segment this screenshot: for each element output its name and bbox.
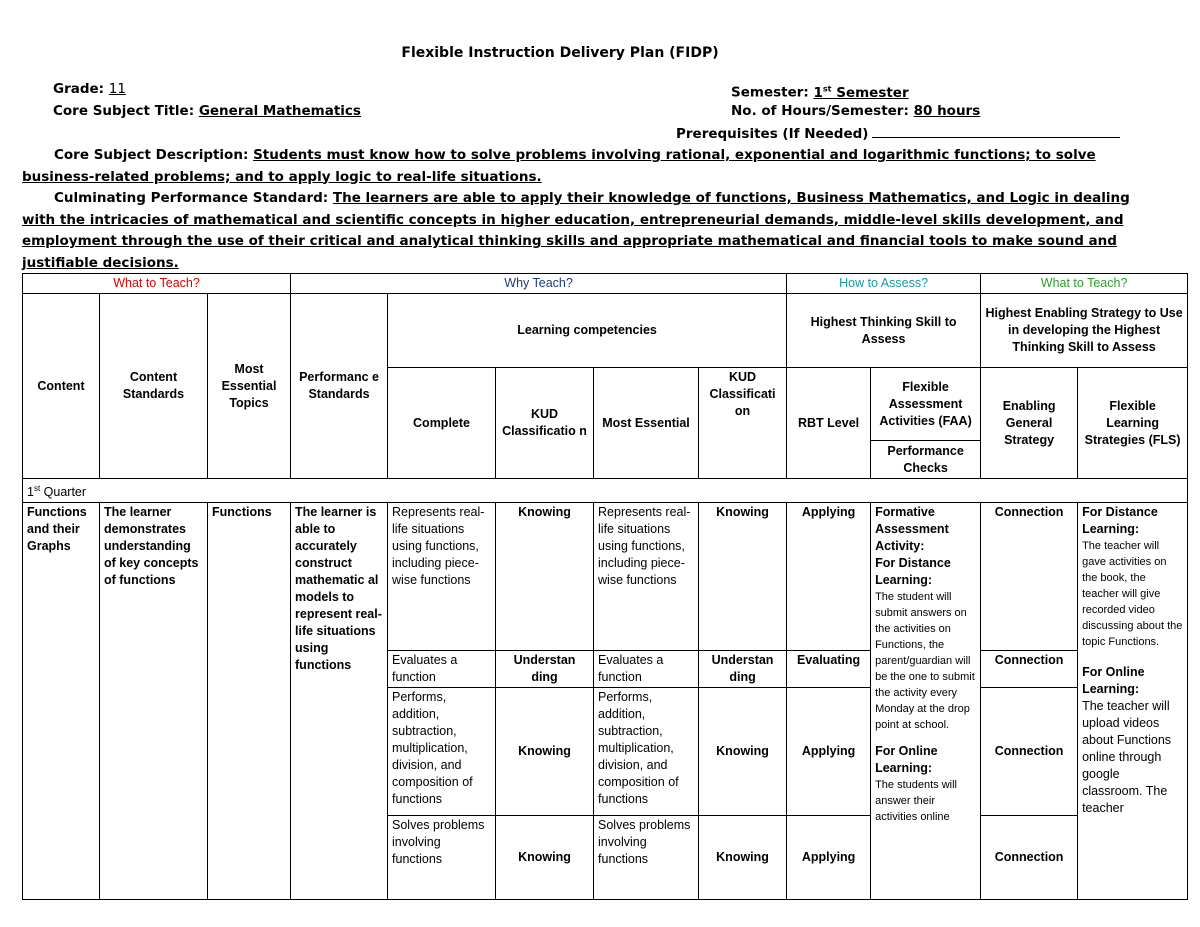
kud-cell-2: Knowing — [699, 688, 787, 816]
essential-cell: Solves problems involving functions — [594, 816, 699, 900]
description-text: Students must know how to solve problems involving rational, exponential and logarithmic functions; to solve business-related problems; and to apply logic to real-life situations. — [22, 147, 1096, 185]
faa-distance-heading: For Distance Learning: — [875, 556, 951, 588]
kud-cell: Knowing — [496, 688, 594, 816]
subject-description — [22, 145, 1142, 188]
hours-value: 80 hours — [913, 103, 981, 119]
faa-heading: Formative Assessment Activity: — [875, 505, 949, 554]
rbt-cell: Evaluating — [787, 651, 871, 688]
complete-cell: Evaluates a function — [388, 651, 496, 688]
subject-value: General Mathematics — [198, 103, 361, 119]
table-row — [23, 503, 1188, 651]
standard-label: Culminating Performance Standard: — [54, 190, 329, 206]
strategy-cell: Connection — [981, 503, 1078, 651]
most-essential-topics-header: Most Essential Topics — [208, 294, 291, 479]
kud-classification-header: KUD Classificatio n — [496, 368, 594, 479]
fls-online-heading: For Online Learning: — [1082, 665, 1145, 697]
fls-distance-heading: For Distance Learning: — [1082, 505, 1158, 537]
content-header: Content — [23, 294, 100, 479]
quarter-label: 1st Quarter — [23, 479, 1188, 503]
content-standards-header: Content Standards — [100, 294, 208, 479]
fidp-table — [22, 273, 1188, 900]
complete-header: Complete — [388, 368, 496, 479]
fls-header: Flexible Learning Strategies (FLS) — [1078, 368, 1188, 479]
faa-header: Flexible Assessment Activities (FAA) — [871, 368, 981, 441]
group-header-row — [23, 274, 1188, 294]
hours-label: No. of Hours/Semester: — [731, 103, 909, 119]
faa-cell — [871, 503, 981, 900]
learning-competencies-header: Learning competencies — [388, 294, 787, 368]
grade-line — [53, 80, 126, 98]
strategy-cell: Connection — [981, 651, 1078, 688]
why-teach-header: Why Teach? — [291, 274, 787, 294]
what-to-teach-header-2: What to Teach? — [981, 274, 1188, 294]
essential-cell: Represents real-life situations using functions, including piece-wise functions — [594, 503, 699, 651]
description-label: Core Subject Description: — [54, 147, 249, 163]
grade-label: Grade: — [53, 81, 105, 97]
kud-cell: Understan ding — [496, 651, 594, 688]
prerequisites-blank — [872, 124, 1120, 138]
faa-distance-text: The student will submit answers on the activities on Functions, the parent/guardian will be the one to submit the activity every Monday at the drop point at school. — [875, 591, 975, 732]
kud-cell-2: Knowing — [699, 503, 787, 651]
content-cell: Functions and their Graphs — [23, 503, 100, 900]
quarter-row — [23, 479, 1188, 503]
essential-cell: Performs, addition, subtraction, multiplication, division, and composition of functions — [594, 688, 699, 816]
page-title: Flexible Instruction Delivery Plan (FIDP) — [401, 45, 719, 61]
kud-cell-2: Knowing — [699, 816, 787, 900]
header-row-1 — [23, 294, 1188, 368]
strategy-cell: Connection — [981, 688, 1078, 816]
highest-enabling-strategy-header: Highest Enabling Strategy to Use in developing the Highest Thinking Skill to Assess — [981, 294, 1188, 368]
performance-standard — [22, 188, 1142, 274]
hours-line — [731, 102, 980, 120]
faa-online-heading: For Online Learning: — [875, 744, 938, 776]
rbt-level-header: RBT Level — [787, 368, 871, 479]
semester-line — [731, 80, 909, 102]
kud-cell: Knowing — [496, 816, 594, 900]
subject-line — [53, 102, 361, 120]
how-to-assess-header: How to Assess? — [787, 274, 981, 294]
subject-label: Core Subject Title: — [53, 103, 195, 119]
performance-standards-header: Performanc e Standards — [291, 294, 388, 479]
prerequisites-label: Prerequisites (If Needed) — [676, 126, 869, 142]
fls-cell — [1078, 503, 1188, 900]
complete-cell: Performs, addition, subtraction, multiplication, division, and composition of functions — [388, 688, 496, 816]
rbt-cell: Applying — [787, 688, 871, 816]
complete-cell: Solves problems involving functions — [388, 816, 496, 900]
faa-online-text: The students will answer their activities online — [875, 779, 958, 824]
prerequisites-line — [676, 124, 1120, 143]
semester-value: 1st Semester — [813, 84, 909, 101]
kud-cell: Knowing — [496, 503, 594, 651]
kud-cell-2: Understan ding — [699, 651, 787, 688]
fls-online-text: The teacher will upload videos about Functions online through google classroom. The teacher — [1082, 699, 1172, 816]
what-to-teach-header: What to Teach? — [23, 274, 291, 294]
grade-value: 11 — [108, 81, 126, 97]
kud-classification-header-2: KUD Classificati on — [699, 368, 787, 479]
strategy-cell: Connection — [981, 816, 1078, 900]
rbt-cell: Applying — [787, 503, 871, 651]
standard-text: The learners are able to apply their knowledge of functions, Business Mathematics, and Logic in dealing with the intricacies of mathematical and scientific concepts in higher education, entrepreneurial demands, middle-level skills development, and employment through the use of their critical and analytical thinking skills and appropriate mathematical and financial tools to make sound and justifiable decisions. — [22, 190, 1130, 271]
fls-distance-text: The teacher will gave activities on the book, the teacher will give recorded video discussing about the topic Functions. — [1082, 540, 1183, 649]
enabling-general-strategy-header: Enabling General Strategy — [981, 368, 1078, 479]
performance-checks-header: Performance Checks — [871, 441, 981, 479]
most-essential-header: Most Essential — [594, 368, 699, 479]
rbt-cell: Applying — [787, 816, 871, 900]
content-standard-cell: The learner demonstrates understanding of key concepts of functions — [100, 503, 208, 900]
highest-thinking-skill-header: Highest Thinking Skill to Assess — [787, 294, 981, 368]
complete-cell: Represents real-life situations using functions, including piece-wise functions — [388, 503, 496, 651]
performance-standard-cell: The learner is able to accurately construct mathematic al models to represent real-life situations using functions — [291, 503, 388, 900]
topic-cell: Functions — [208, 503, 291, 900]
essential-cell: Evaluates a function — [594, 651, 699, 688]
semester-label: Semester: — [731, 84, 809, 101]
